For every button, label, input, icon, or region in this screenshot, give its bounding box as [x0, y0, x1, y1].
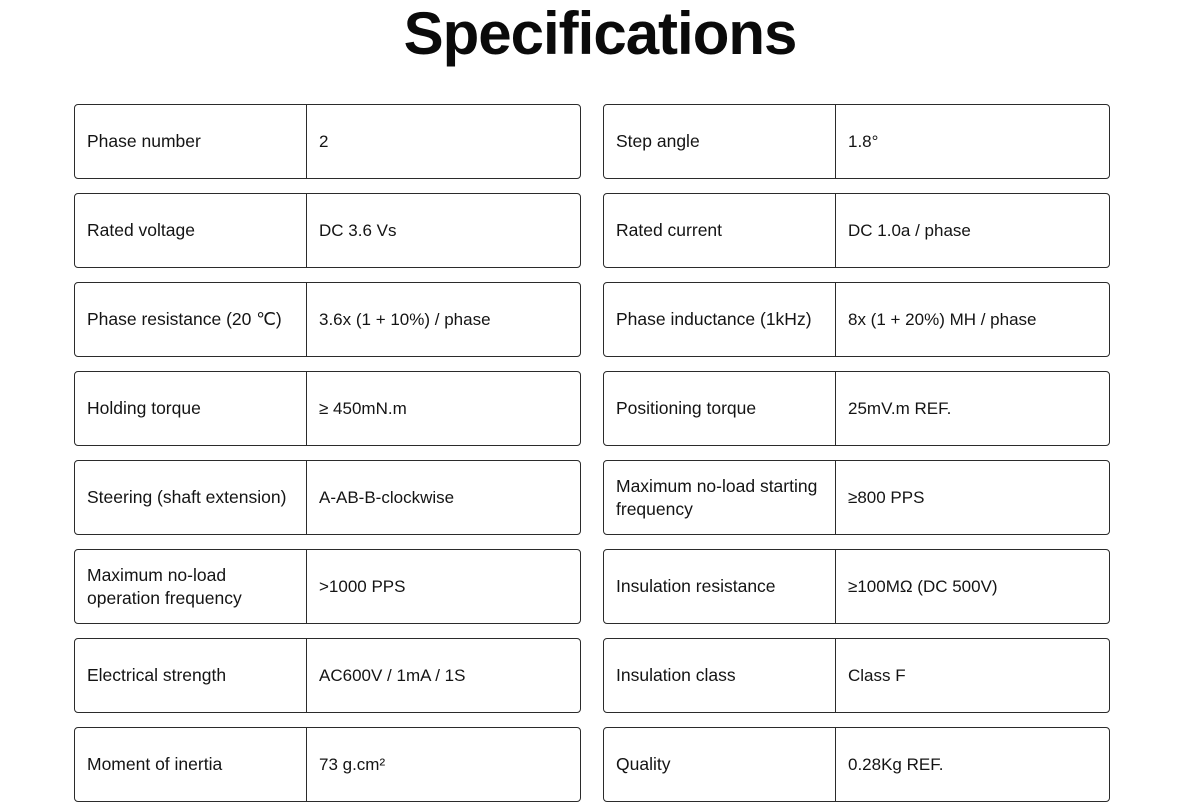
spec-label: Phase resistance (20 ℃) — [75, 283, 307, 356]
spec-value: ≥ 450mN.m — [319, 398, 407, 418]
spec-value: 25mV.m REF. — [848, 398, 952, 418]
specifications-table — [74, 104, 1110, 802]
table-row — [603, 282, 1110, 357]
spec-label: Electrical strength — [75, 639, 307, 712]
table-row — [74, 282, 581, 357]
table-row — [74, 549, 581, 624]
table-row — [74, 193, 581, 268]
table-row — [74, 104, 581, 179]
spec-label: Steering (shaft extension) — [75, 461, 307, 534]
table-row — [74, 460, 581, 535]
spec-label: Moment of inertia — [75, 728, 307, 801]
spec-value: AC600V / 1mA / 1S — [319, 665, 466, 685]
spec-value: 8x (1 + 20%) MH / phase — [848, 309, 1037, 329]
page-title: Specifications — [403, 0, 797, 67]
spec-value: 3.6x (1 + 10%) / phase — [319, 309, 491, 329]
spec-label: Holding torque — [75, 372, 307, 445]
spec-value: 1.8° — [848, 131, 879, 151]
spec-label: Maximum no-load starting frequency — [604, 461, 836, 534]
spec-value: ≥100MΩ (DC 500V) — [848, 576, 998, 596]
table-row — [74, 638, 581, 713]
spec-label: Phase number — [75, 105, 307, 178]
specifications-right-column — [603, 104, 1110, 802]
spec-label: Step angle — [604, 105, 836, 178]
table-row — [74, 371, 581, 446]
specifications-left-column — [74, 104, 581, 802]
table-row — [603, 371, 1110, 446]
spec-label: Phase inductance (1kHz) — [604, 283, 836, 356]
spec-label: Insulation resistance — [604, 550, 836, 623]
spec-value: A-AB-B-clockwise — [319, 487, 455, 507]
spec-label: Rated current — [604, 194, 836, 267]
spec-value: ≥800 PPS — [848, 487, 925, 507]
spec-value: 0.28Kg REF. — [848, 754, 944, 774]
spec-value: Class F — [848, 665, 906, 685]
table-row — [603, 727, 1110, 802]
spec-label: Maximum no-load operation frequency — [75, 550, 307, 623]
spec-value: >1000 PPS — [319, 576, 406, 596]
spec-label: Insulation class — [604, 639, 836, 712]
table-row — [74, 727, 581, 802]
table-row — [603, 104, 1110, 179]
table-row — [603, 549, 1110, 624]
spec-label: Rated voltage — [75, 194, 307, 267]
spec-label: Positioning torque — [604, 372, 836, 445]
spec-value: DC 3.6 Vs — [319, 220, 397, 240]
table-row — [603, 460, 1110, 535]
spec-value: DC 1.0a / phase — [848, 220, 971, 240]
spec-label: Quality — [604, 728, 836, 801]
table-row — [603, 193, 1110, 268]
table-row — [603, 638, 1110, 713]
spec-value: 73 g.cm² — [319, 754, 386, 774]
spec-value: 2 — [319, 131, 329, 151]
